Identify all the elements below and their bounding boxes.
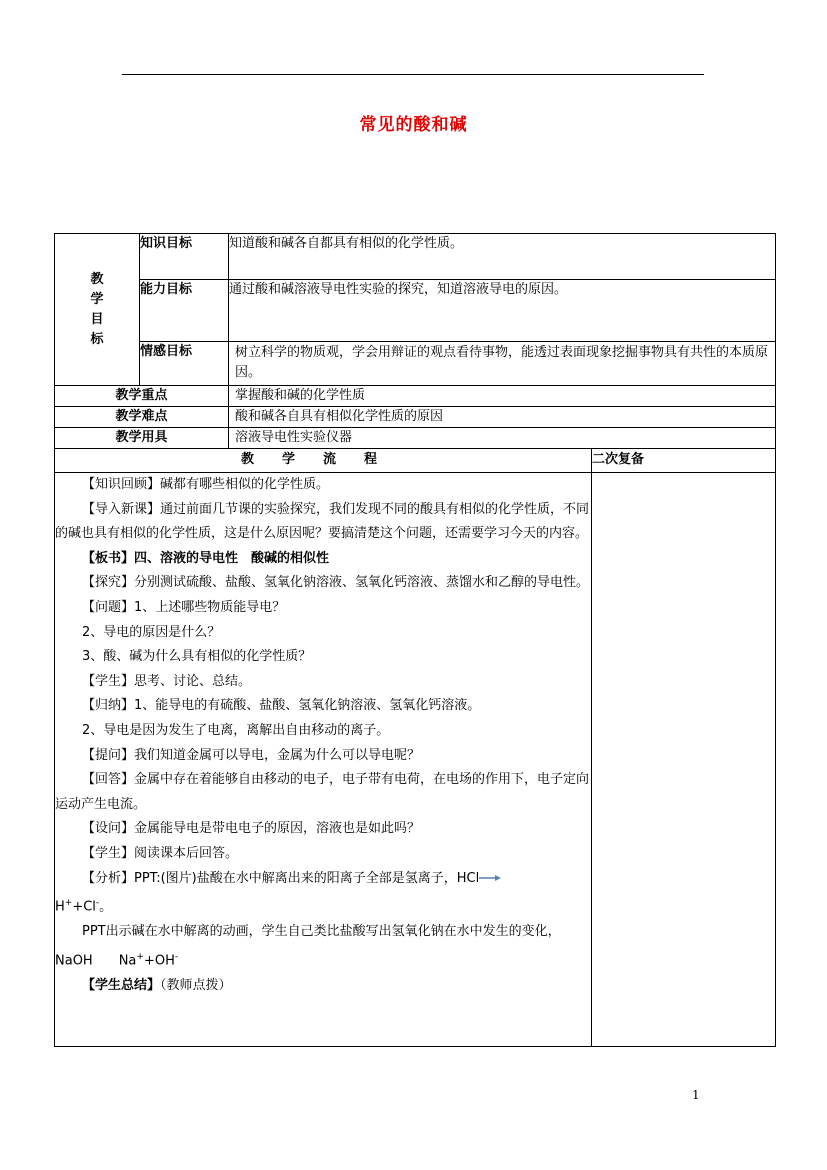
equation-part: 。 xyxy=(99,899,113,915)
goal-label-char: 目 xyxy=(90,311,104,327)
difficulties-text: 酸和碱各自具有相似化学性质的原因 xyxy=(229,407,776,428)
flow-paragraph: 【板书】四、溶液的导电性 酸碱的相似性 xyxy=(82,550,330,566)
knowledge-goal-text: 知道酸和碱各自都具有相似的化学性质。 xyxy=(229,234,776,280)
ability-goal-label: 能力目标 xyxy=(140,280,229,342)
flow-paragraph: 【导入新课】通过前面几节课的实验探究，我们发现不同的酸具有相似的化学性质，不同的碱也具有相似的化学性质，这是什么原因呢？要搞清楚这个问题，还需要学习今天的内容。 xyxy=(55,501,590,542)
lesson-plan-table xyxy=(54,233,776,1047)
flow-paragraph: 【回答】金属中存在着能够自由移动的电子，电子带有电荷，在电场的作用下，电子定向运动产生电流。 xyxy=(55,772,590,812)
equation-sup: + xyxy=(64,898,73,909)
flow-paragraph: 【学生】阅读课本后回答。 xyxy=(82,845,239,861)
flow-paragraph xyxy=(55,920,591,974)
flow-paragraph: 【问题】1、上述哪些物质能导电？ xyxy=(82,599,286,615)
goal-label-char: 标 xyxy=(90,331,104,347)
header-rule xyxy=(122,74,704,75)
flow-paragraph-equation xyxy=(55,891,591,920)
flow-paragraph xyxy=(55,974,591,999)
tools-label: 教学用具 xyxy=(55,428,229,449)
ability-goal-text: 通过酸和碱溶液导电性实验的探究，知道溶液导电的原因。 xyxy=(229,280,776,342)
teaching-goals-label xyxy=(55,234,140,386)
flow-paragraph: 【知识回顾】碱都有哪些相似的化学性质。 xyxy=(82,477,330,492)
flow-paragraph-analysis xyxy=(55,867,591,892)
difficulties-label: 教学难点 xyxy=(55,407,229,428)
equation-sup: - xyxy=(174,951,179,962)
summary-label: 【学生总结】 xyxy=(82,977,161,993)
teaching-flow-content xyxy=(55,473,592,1047)
flow-paragraph: 【学生】思考、讨论、总结。 xyxy=(82,673,252,689)
flow-paragraph: 2、导电是因为发生了电离，离解出自由移动的离子。 xyxy=(82,722,390,738)
naoh-text: PPT出示碱在水中解离的动画，学生自己类比盐酸写出氢氧化钠在水中发生的变化，NaOH Na xyxy=(55,924,561,968)
goal-label-char: 学 xyxy=(90,291,104,307)
knowledge-goal-label: 知识目标 xyxy=(140,234,229,280)
key-points-text: 掌握酸和碱的化学性质 xyxy=(229,386,776,407)
analysis-text: 【分析】PPT:(图片)盐酸在水中解离出来的阳离子全部是氢离子，HCl xyxy=(82,870,480,886)
equation-sup: + xyxy=(136,951,144,962)
flow-paragraph: 【探究】分别测试硫酸、盐酸、氢氧化钠溶液、氢氧化钙溶液、蒸馏水和乙醇的导电性。 xyxy=(82,575,590,591)
equation-part: +Cl xyxy=(72,899,96,915)
page-number: 1 xyxy=(692,1088,700,1102)
emotion-goal-label: 情感目标 xyxy=(140,342,229,386)
emotion-goal-text: 树立科学的物质观，学会用辩证的观点看待事物，能透过表面现象挖掘事物具有共性的本质原因。 xyxy=(229,342,776,386)
equation-sup: - xyxy=(95,898,100,909)
flow-paragraph: 【设问】金属能导电是带电电子的原因，溶液也是如此吗？ xyxy=(82,821,421,837)
summary-note: （教师点拨） xyxy=(160,977,232,993)
equation-part: +OH xyxy=(143,952,175,968)
flow-paragraph: 3、酸、碱为什么具有相似的化学性质？ xyxy=(82,649,312,665)
second-prep-content xyxy=(592,473,776,1047)
goal-label-char: 教 xyxy=(90,271,104,287)
flow-paragraph: 【归纳】1、能导电的有硫酸、盐酸、氢氧化钠溶液、氢氧化钙溶液。 xyxy=(82,698,481,714)
flow-paragraph: 【提问】我们知道金属可以导电，金属为什么可以导电呢？ xyxy=(82,747,421,763)
teaching-flow-header: 教学流程 xyxy=(55,449,592,473)
flow-paragraph: 2、导电的原因是什么？ xyxy=(82,624,221,640)
key-points-label: 教学重点 xyxy=(55,386,229,407)
equation-part: H xyxy=(55,899,65,915)
document-title: 常见的酸和碱 xyxy=(359,115,468,135)
tools-text: 溶液导电性实验仪器 xyxy=(229,428,776,449)
arrow-icon xyxy=(479,874,501,882)
second-prep-header: 二次复备 xyxy=(592,449,776,473)
